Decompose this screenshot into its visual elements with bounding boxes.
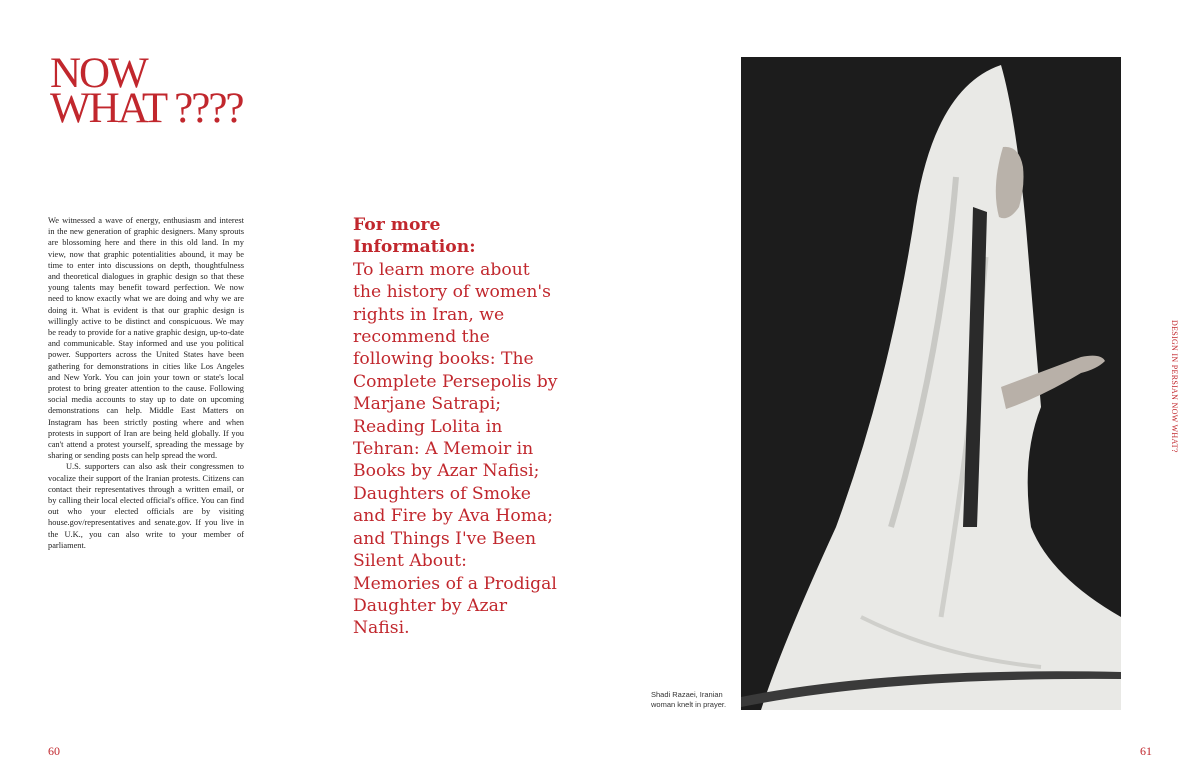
page-title — [50, 50, 243, 132]
article-body — [48, 215, 244, 551]
info-text: To learn more about the history of women's rights in Iran, we recommend the following books: The Complete Persepolis by Marjane Satrapi; Reading Lolita in Tehran: A Memoir in Books by Azar Nafisi; Daughters of Smoke and Fire by Ava Homa; and Things I've Been Silent About: Memories of a Prodigal Daughter by Azar Nafisi. — [353, 259, 558, 639]
title-line-now: NOW — [50, 50, 147, 97]
info-box — [353, 214, 558, 640]
info-heading: For more Information: — [353, 215, 476, 258]
photo-caption: Shadi Razaei, Iranian woman knelt in prayer. — [651, 690, 727, 709]
photo-illustration — [741, 57, 1121, 710]
running-head: DESIGN IN PERSIAN NOW WHAT? — [1170, 320, 1179, 453]
title-line-what: WHAT ???? — [50, 85, 243, 132]
article-paragraph: We witnessed a wave of energy, enthusiasm and interest in the new generation of graphic designers. Many sprouts are blossoming here and there in this old land. In my view, now that graphic potentialities abound, it may be time to enter into discussions on depth, thoughtfulness and theoretical dialogues in graphic design so that these young talents may benefit toward perfection. We now need to know exactly what we are doing and why we are doing it. What is evident is that our graphic design is willingly active to be distinct and conspicuous. We may be ready to provide for a native graphic design, up-to-date and communicable. Stay informed and use you political power. Supporters across the United States have been gathering for demonstrations in cities like Los Angeles and New York. You can join your town or state's local protest to bring greater attention to the cause. Following social media accounts to stay up to date on upcoming demonstrations can help. Middle East Matters on Instagram has been strictly posting where and when protests in support of Iran are being held globally. If you can't attend a protest yourself, spreading the message by sharing or sending posts can help spread the word. — [48, 216, 244, 461]
page-number-left: 60 — [48, 744, 60, 758]
page-number-right: 61 — [1140, 744, 1152, 758]
photo-woman-in-prayer — [741, 57, 1121, 710]
article-paragraph: U.S. supporters can also ask their congressmen to vocalize their support of the Iranian protests. Citizens can contact their representatives through a written email, or by calling their local elected official's office. You can find out who your elected officials are by visiting house.gov/representatives and senate.gov. If you live in the U.K., you can also write to your member of parliament. — [48, 462, 244, 550]
